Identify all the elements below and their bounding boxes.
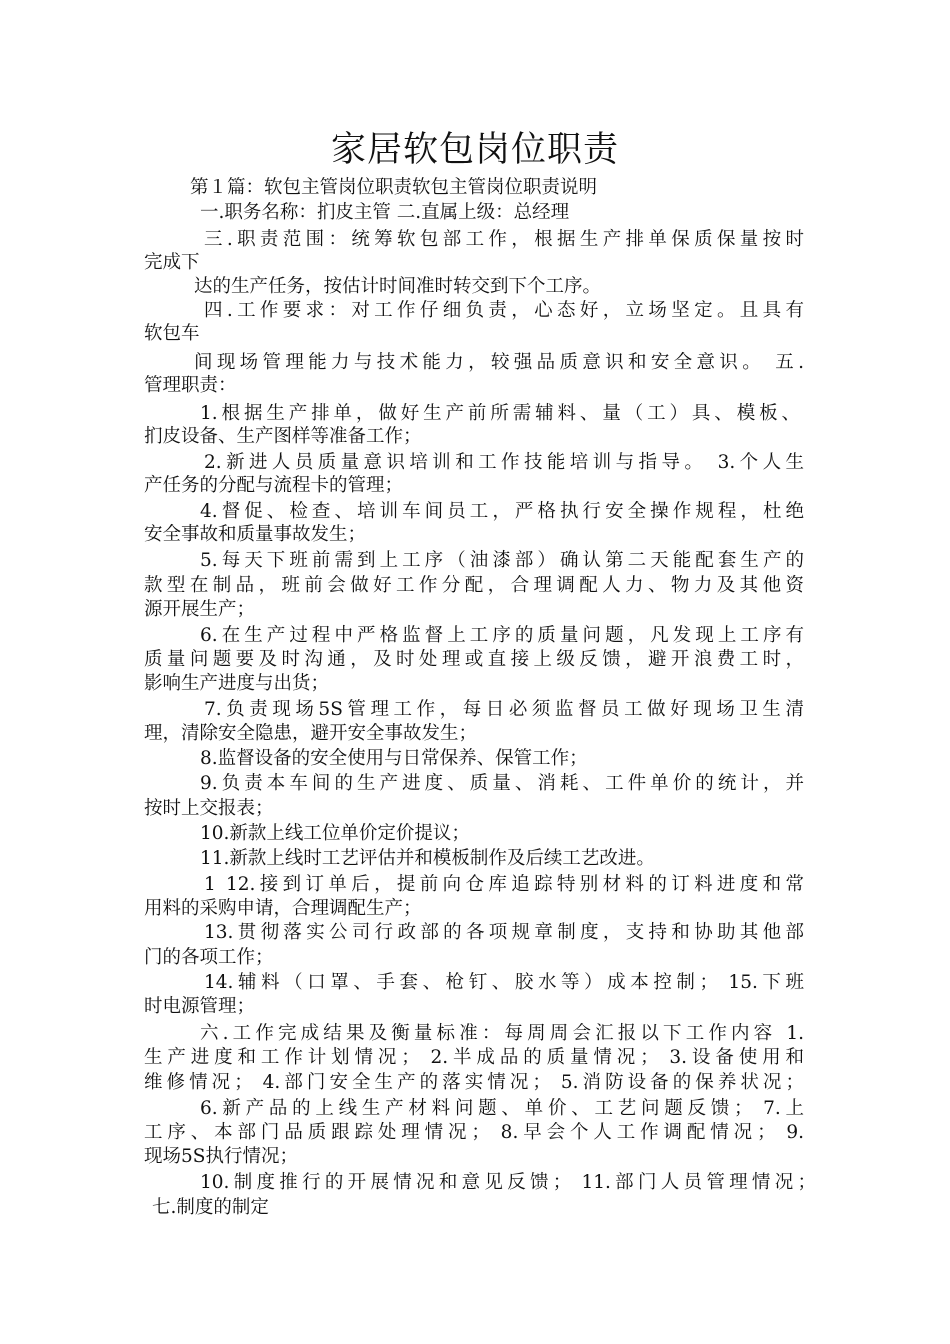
document-title: 家居软包岗位职责 [330, 130, 619, 170]
text-line: 软包车 [144, 323, 200, 344]
text-line: 工序、本部门品质跟踪处理情况； 8.早会个人工作调配情况； 9. [144, 1122, 804, 1143]
text-line: 三.职责范围：统筹软包部工作，根据生产排单保质保量按时 [204, 229, 804, 250]
text-line: 现场5S执行情况； [144, 1146, 298, 1167]
text-line: 2.新进人员质量意识培训和工作技能培训与指导。 3.个人生 [204, 452, 804, 473]
text-line: 达的生产任务，按估计时间准时转交到下个工序。 [194, 276, 602, 297]
text-line: 7.负责现场5S管理工作，每日必须监督员工做好现场卫生清 [204, 699, 804, 720]
text-line: 第１篇：软包主管岗位职责软包主管岗位职责说明 [190, 177, 598, 198]
text-line: 10.新款上线工位单价定价提议； [200, 823, 470, 844]
text-line: 完成下 [144, 252, 200, 273]
text-line: 1.根据生产排单，做好生产前所需辅料、量（工）具、模板、 [200, 403, 800, 424]
text-line: 13.贯彻落实公司行政部的各项规章制度，支持和协助其他部 [204, 922, 804, 943]
text-line: 1 12.接到订单后，提前向仓库追踪特别材料的订料进度和常 [204, 874, 804, 895]
text-line: 理，清除安全隐患，避开安全事故发生； [144, 723, 478, 744]
text-line: 维修情况； 4.部门安全生产的落实情况； 5.消防设备的保养状况； [144, 1072, 804, 1093]
text-line: 4.督促、检查、培训车间员工，严格执行安全操作规程，杜绝 [200, 501, 804, 522]
text-line: 质量问题要及时沟通，及时处理或直接上级反馈，避开浪费工时， [144, 649, 804, 670]
text-line: 11.新款上线时工艺评估并和模板制作及后续工艺改进。 [200, 848, 655, 869]
text-line: 管理职责： [144, 375, 237, 396]
text-line: 款型在制品，班前会做好工作分配，合理调配人力、物力及其他资 [144, 575, 804, 596]
text-line: 六.工作完成结果及衡量标准：每周周会汇报以下工作内容 1. [200, 1023, 804, 1044]
text-line: 产任务的分配与流程卡的管理； [144, 475, 404, 496]
text-line: 间现场管理能力与技术能力，较强品质意识和安全意识。 五. [194, 352, 804, 373]
text-line: 14.辅料（口罩、手套、枪钉、胶水等）成本控制； 15.下班 [204, 972, 804, 993]
text-line: 5.每天下班前需到上工序（油漆部）确认第二天能配套生产的 [200, 550, 804, 571]
text-line: 10.制度推行的开展情况和意见反馈； 11.部门人员管理情况； [200, 1172, 816, 1193]
text-line: 9.负责本车间的生产进度、质量、消耗、工件单价的统计，并 [200, 773, 804, 794]
text-line: 扪皮设备、生产图样等准备工作； [144, 426, 422, 447]
text-line: 七.制度的制定 [152, 1197, 269, 1218]
text-line: 安全事故和质量事故发生； [144, 524, 367, 545]
text-line: 源开展生产； [144, 599, 256, 620]
text-line: 生产进度和工作计划情况； 2.半成品的质量情况； 3.设备使用和 [144, 1047, 804, 1068]
text-line: 四.工作要求：对工作仔细负责，心态好，立场坚定。且具有 [204, 300, 804, 321]
text-line: 一.职务名称：扪皮主管 二.直属上级：总经理 [200, 202, 570, 223]
text-line: 时电源管理； [144, 996, 256, 1017]
text-line: 8.监督设备的安全使用与日常保养、保管工作； [200, 748, 588, 769]
text-line: 6.在生产过程中严格监督上工序的质量问题，凡发现上工序有 [200, 625, 804, 646]
text-line: 按时上交报表； [144, 798, 274, 819]
text-line: 影响生产进度与出货； [144, 673, 330, 694]
text-line: 用料的采购申请，合理调配生产； [144, 898, 422, 919]
text-line: 门的各项工作； [144, 947, 274, 968]
text-line: 6.新产品的上线生产材料问题、单价、工艺问题反馈； 7.上 [200, 1098, 804, 1119]
